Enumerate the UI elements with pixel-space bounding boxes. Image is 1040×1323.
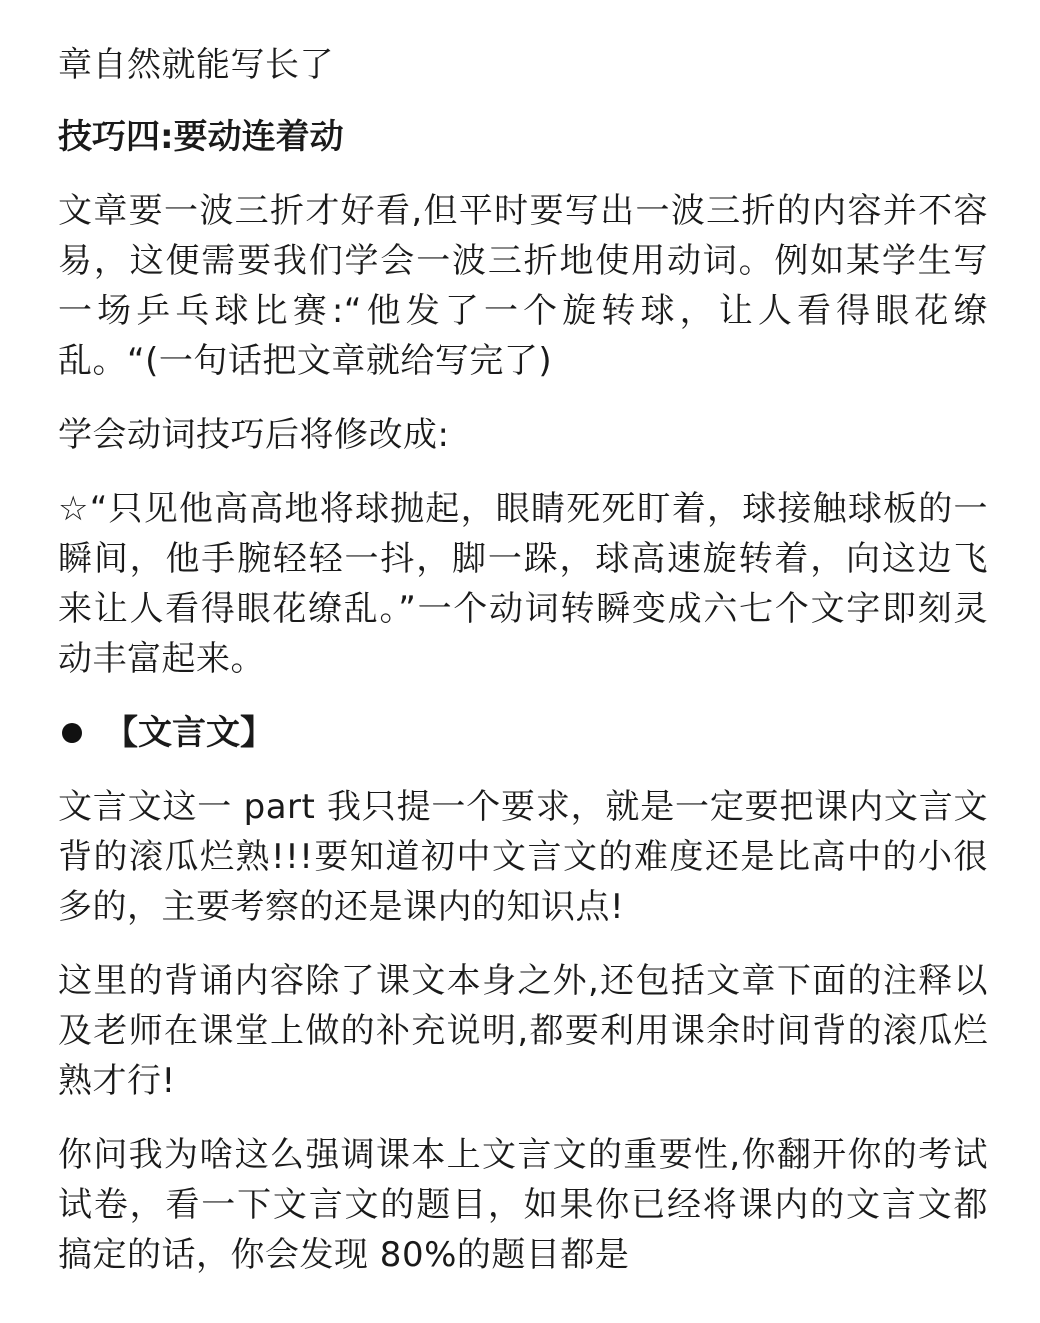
paragraph-classical-requirement: 文言文这一 part 我只提一个要求，就是一定要把课内文言文背的滚瓜烂熟!!!要知道初中文言文的难度还是比高中的小很多的，主要考察的还是课内的知识点! <box>58 787 988 927</box>
paragraph-importance: 你问我为啥这么强调课本上文言文的重要性,你翻开你的考试试卷，看一下文言文的题目，如果你已经将课内的文言文都搞定的话，你会发现 80%的题目都是 <box>58 1135 988 1275</box>
paragraph-recitation-content: 这里的背诵内容除了课文本身之外,还包括文章下面的注释以及老师在课堂上做的补充说明,都要利用课余时间背的滚瓜烂熟才行! <box>58 961 988 1101</box>
paragraph-revision-intro: 学会动词技巧后将修改成: <box>58 415 450 455</box>
bullet-icon <box>62 723 82 743</box>
section-heading-label: 【文言文】 <box>104 713 274 753</box>
paragraph-tip-four-explanation: 文章要一波三折才好看,但平时要写出一波三折的内容并不容易，这便需要我们学会一波三折地使用动词。例如某学生写一场乒乓球比赛:“他发了一个旋转球，让人看得眼花缭乱。“(一句话把文章就给写完了) <box>58 191 988 381</box>
paragraph-intro-tail: 章自然就能写长了 <box>58 45 334 85</box>
faded-paragraph-container <box>58 1130 988 1280</box>
text-fade-overlay <box>658 1230 838 1280</box>
section-heading-classical-chinese <box>58 708 988 758</box>
section-heading-tip-four: 技巧四:要动连着动 <box>58 117 344 157</box>
article-body <box>58 40 988 1304</box>
paragraph-revised-example: ☆“只见他高高地将球抛起，眼睛死死盯着，球接触球板的一瞬间，他手腕轻轻一抖，脚一跺，球高速旋转着，向这边飞来让人看得眼花缭乱。”一个动词转瞬变成六七个文字即刻灵动丰富起来。 <box>58 489 988 679</box>
